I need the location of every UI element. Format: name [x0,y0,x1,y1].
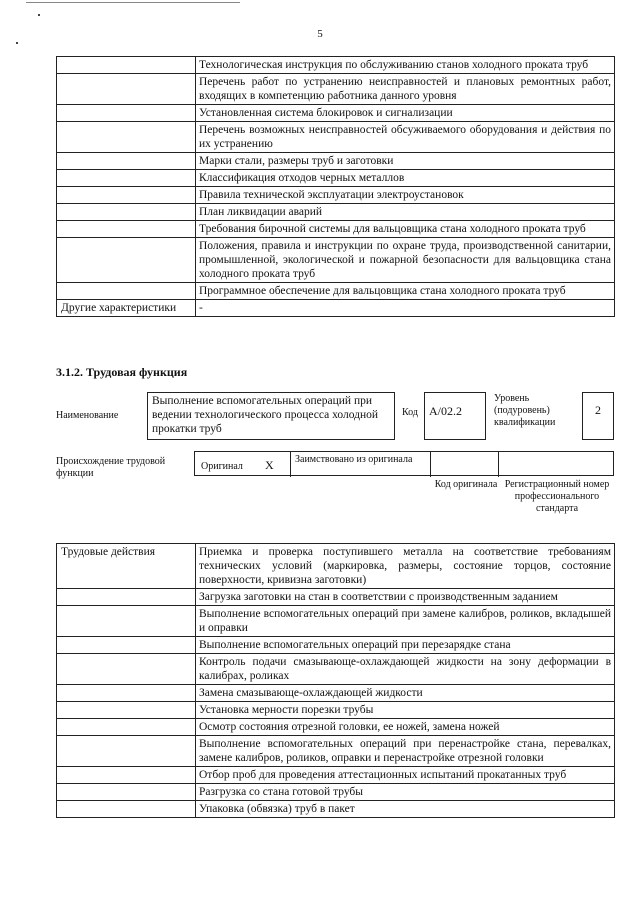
original-code-cell [431,452,499,477]
labor-actions-table [56,543,615,818]
level-box [582,392,614,440]
table-row [57,187,615,204]
row-description-cell: Выполнение вспомогательных операций при перезарядке стана [196,637,615,654]
table-row [57,589,615,606]
row-description-cell: Приемка и проверка поступившего металла на соответствие требованиям технических условий (маркировка, размеры, состояние торцов, состояние поверхности, кривизна заготовки) [196,544,615,589]
registration-number-caption: Регистрационный номер профессионального стандарта [504,479,610,514]
table-row [57,122,615,153]
row-category-cell [57,204,196,221]
row-category-cell [57,283,196,300]
registration-number-cell [499,452,615,477]
row-category-cell [57,685,196,702]
table-row [57,57,615,74]
row-description-cell: Разгрузка со стана готовой трубы [196,784,615,801]
function-name-value: Выполнение вспомогательных операций при ведении технологического процесса холодной прокатки труб [152,395,379,435]
name-label: Наименование [56,410,119,421]
row-description-cell: Технологическая инструкция по обслуживанию станов холодного проката труб [196,57,615,74]
borrowed-label: Заимствовано из оригинала [295,454,413,465]
row-category-cell [57,736,196,767]
table-row [57,637,615,654]
row-description-cell: Контроль подачи смазывающе-охлаждающей жидкости на зону деформации в калибрах, роликах [196,654,615,685]
row-description-cell: Программное обеспечение для вальцовщика стана холодного проката труб [196,283,615,300]
row-description-cell: Упаковка (обвязка) труб в пакет [196,801,615,818]
table-row [57,685,615,702]
scan-speck [38,14,40,16]
origin-row [194,451,614,476]
row-description-cell: Правила технической эксплуатации электроустановок [196,187,615,204]
section-heading: 3.1.2. Трудовая функция [56,365,188,379]
row-description-cell: Осмотр состояния отрезной головки, ее ножей, замена ножей [196,719,615,736]
row-description-cell: Замена смазывающе-охлаждающей жидкости [196,685,615,702]
row-category-cell [57,589,196,606]
table-row [57,300,615,317]
row-description-cell: Установка мерности порезки трубы [196,702,615,719]
table-row [57,801,615,818]
row-description-cell: Марки стали, размеры труб и заготовки [196,153,615,170]
row-description-cell: - [196,300,615,317]
borrowed-cell [291,452,431,477]
original-label: Оригинал [201,461,243,472]
table-row [57,784,615,801]
table-row [57,719,615,736]
labor-actions-table-body [57,544,615,818]
table-row [57,105,615,122]
row-category-cell [57,702,196,719]
table-row [57,170,615,187]
row-category-cell [57,767,196,784]
row-description-cell: Перечень работ по устранению неисправностей и плановых ремонтных работ, входящих в компетенцию работника данного уровня [196,74,615,105]
row-category-cell: Трудовые действия [57,544,196,589]
table-row [57,221,615,238]
table-row [57,606,615,637]
original-mark: X [265,458,274,472]
row-description-cell: Выполнение вспомогательных операций при перенастройке стана, перевалках, замене калибров, роликов, оправки и перенастройке отрезной головки [196,736,615,767]
table-row [57,702,615,719]
row-category-cell [57,153,196,170]
row-description-cell: Загрузка заготовки на стан в соответствии с производственным заданием [196,589,615,606]
level-value: 2 [595,403,601,417]
table-row [57,238,615,283]
table-row [57,544,615,589]
original-code-caption: Код оригинала [434,479,498,490]
function-code-box [424,392,486,440]
row-description-cell: Установленная система блокировок и сигнализации [196,105,615,122]
table-row [57,736,615,767]
row-description-cell: Отбор проб для проведения аттестационных испытаний прокатанных труб [196,767,615,784]
row-category-cell [57,74,196,105]
table-row [57,153,615,170]
table-row [57,654,615,685]
knowledge-table [56,56,615,317]
row-description-cell: Требования бирочной системы для вальцовщика стана холодного проката труб [196,221,615,238]
row-category-cell [57,654,196,685]
row-category-cell: Другие характеристики [57,300,196,317]
code-label: Код [402,407,418,418]
row-category-cell [57,637,196,654]
row-category-cell [57,801,196,818]
function-code-value: А/02.2 [429,404,462,418]
table-row [57,74,615,105]
page-number: 5 [317,28,323,40]
row-category-cell [57,221,196,238]
row-category-cell [57,238,196,283]
row-description-cell: Классификация отходов черных металлов [196,170,615,187]
origin-label: Происхождение трудовой функции [56,456,166,479]
level-label: Уровень (подуровень) квалификации [494,393,556,428]
row-description-cell: Выполнение вспомогательных операций при замене калибров, роликов, вкладышей и оправки [196,606,615,637]
row-category-cell [57,105,196,122]
row-category-cell [57,784,196,801]
scan-speck [16,42,18,44]
knowledge-table-body [57,57,615,317]
function-name-box [147,392,395,440]
row-category-cell [57,57,196,74]
table-row [57,204,615,221]
row-category-cell [57,122,196,153]
top-rule [26,2,240,3]
row-category-cell [57,170,196,187]
row-description-cell: Положения, правила и инструкции по охране труда, производственной санитарии, промышленной, экологической и пожарной безопасности для вальцовщика стана холодного проката труб [196,238,615,283]
row-category-cell [57,606,196,637]
table-row [57,767,615,784]
row-category-cell [57,719,196,736]
row-description-cell: План ликвидации аварий [196,204,615,221]
row-description-cell: Перечень возможных неисправностей обсуживаемого оборудования и действия по их устранению [196,122,615,153]
row-category-cell [57,187,196,204]
original-cell [195,452,291,477]
table-row [57,283,615,300]
